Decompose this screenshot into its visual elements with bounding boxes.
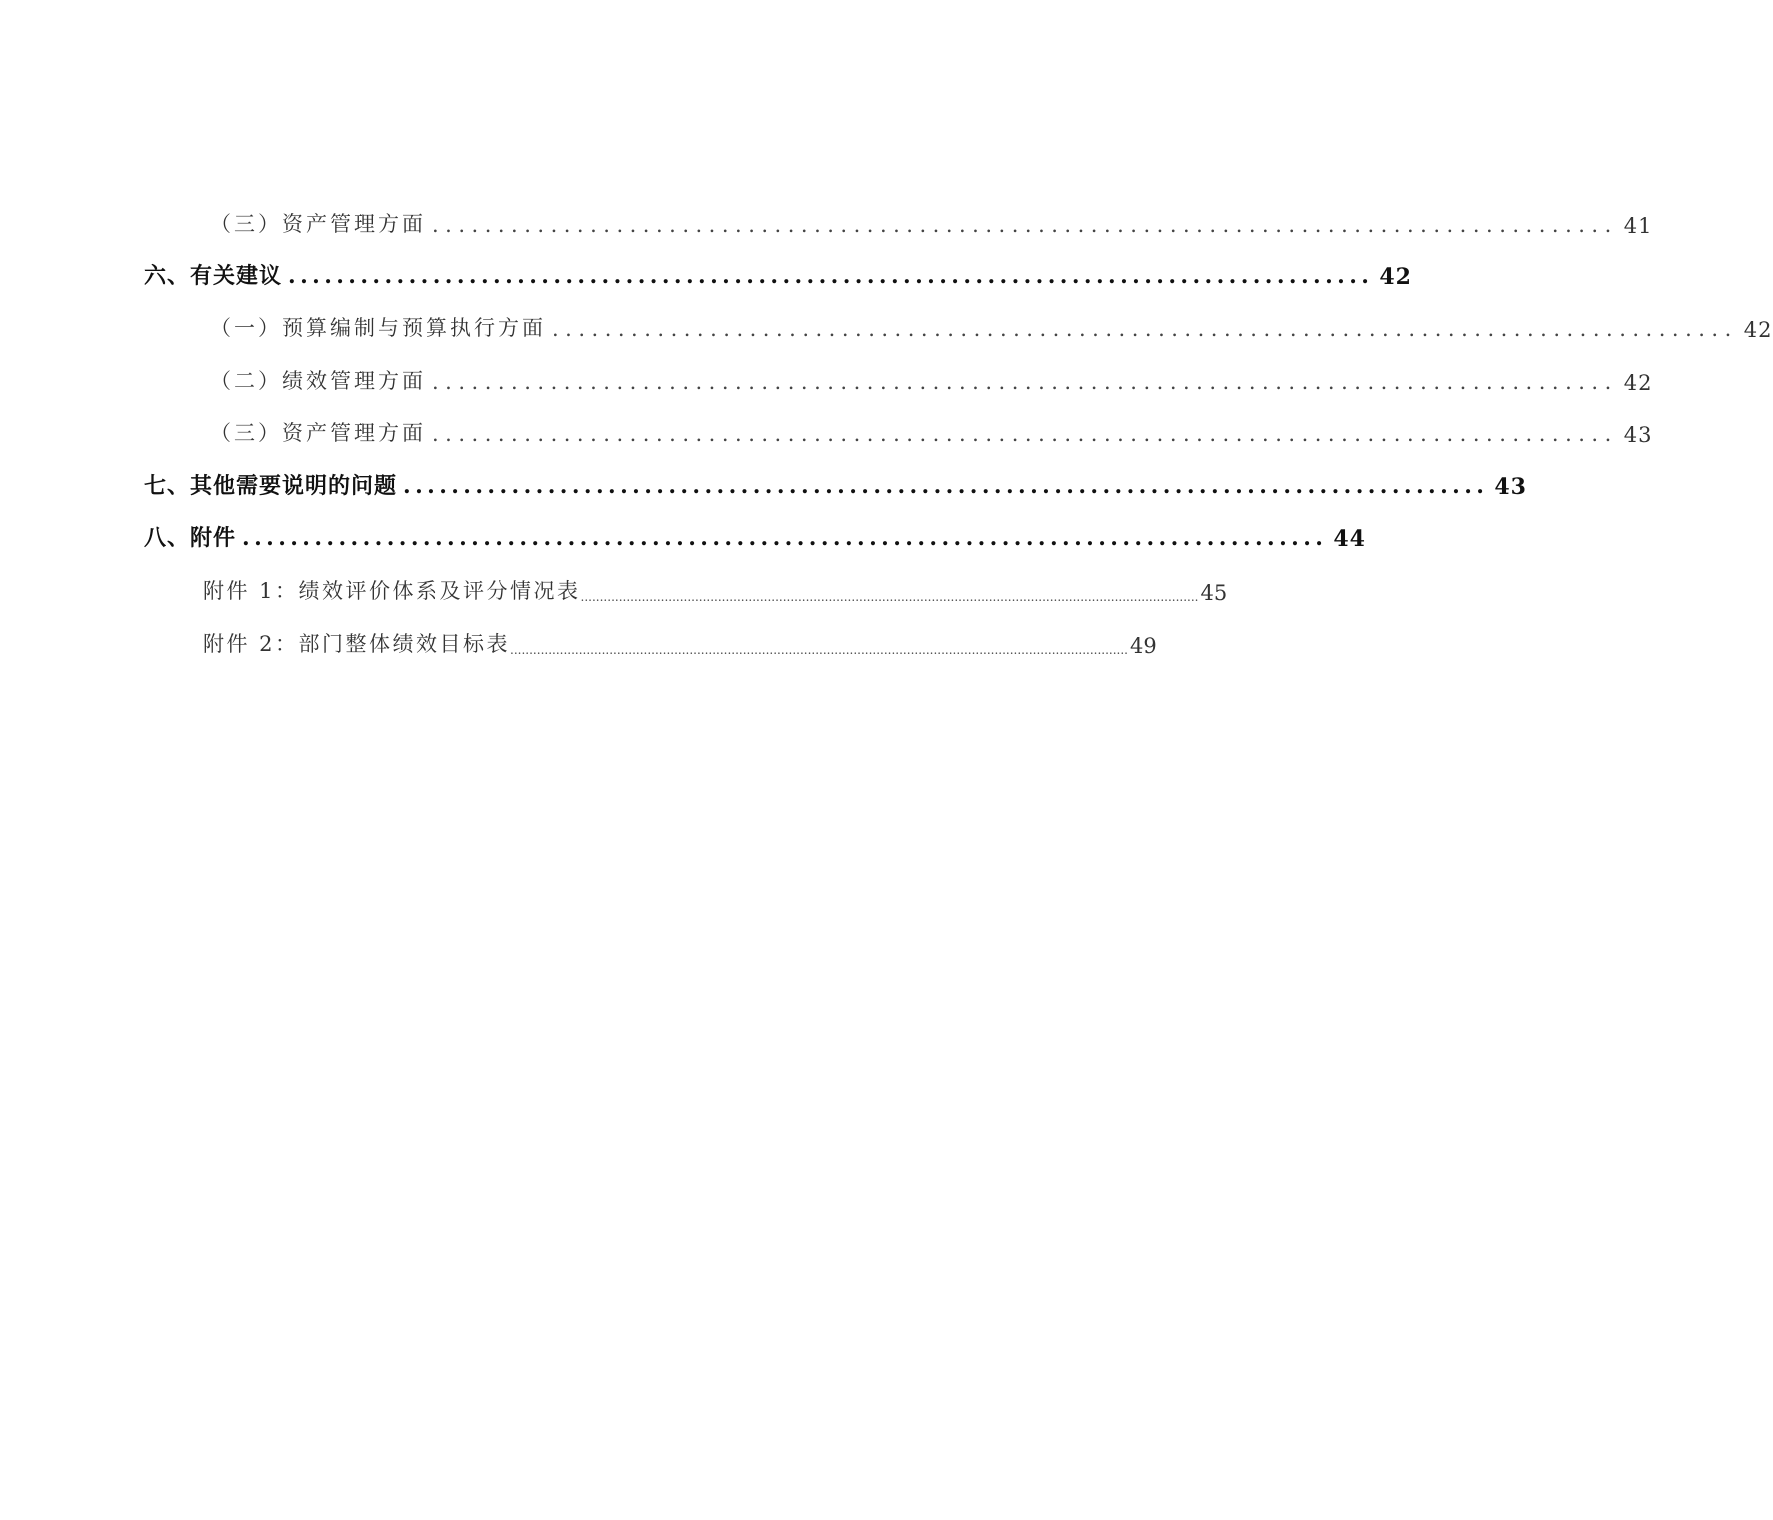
toc-entry-page: 42 bbox=[1623, 371, 1653, 395]
toc-entry-page: 45 bbox=[1200, 581, 1228, 605]
toc-dot-leader: .......................................................................................... bbox=[242, 524, 1328, 551]
toc-entry-title: （二）绩效管理方面 bbox=[210, 369, 426, 393]
toc-entry-title: （一）预算编制与预算执行方面 bbox=[210, 316, 546, 340]
toc-entry-title: （三）资产管理方面 bbox=[210, 421, 426, 445]
toc-entry-page: 43 bbox=[1623, 423, 1653, 447]
toc-entry-title: 附件 1：绩效评价体系及评分情况表 bbox=[203, 579, 581, 603]
toc-entry-asset-management-2[interactable] bbox=[0, 407, 1653, 447]
toc-entry-attachment-2[interactable] bbox=[0, 618, 1157, 658]
toc-dot-leader: .......................................................................................... bbox=[432, 369, 1618, 394]
toc-entry-title: （三）资产管理方面 bbox=[210, 212, 426, 236]
toc-dot-leader: .................................................................................................................................................................. bbox=[580, 590, 1199, 604]
toc-entry-title: 附件 2：部门整体绩效目标表 bbox=[203, 632, 511, 656]
toc-entry-page: 44 bbox=[1333, 526, 1366, 552]
toc-dot-leader: .................................................................................................................................................................. bbox=[510, 643, 1128, 657]
toc-dot-leader: .......................................................................................... bbox=[552, 316, 1738, 341]
toc-entry-title: 六、有关建议 bbox=[144, 263, 283, 289]
toc-entry-suggestions[interactable] bbox=[0, 250, 1412, 290]
toc-dot-leader: .......................................................................................... bbox=[403, 472, 1489, 499]
toc-entry-page: 41 bbox=[1623, 214, 1653, 238]
toc-entry-asset-management-1[interactable] bbox=[0, 198, 1653, 238]
toc-dot-leader: .......................................................................................... bbox=[432, 212, 1618, 237]
toc-entry-page: 42 bbox=[1379, 264, 1412, 290]
toc-entry-page: 49 bbox=[1130, 634, 1157, 658]
toc-entry-attachments[interactable] bbox=[0, 512, 1366, 552]
toc-entry-page: 42 bbox=[1743, 318, 1773, 342]
toc-dot-leader: .......................................................................................... bbox=[288, 262, 1374, 289]
toc-dot-leader: .......................................................................................... bbox=[432, 421, 1618, 446]
toc-entry-budget[interactable] bbox=[0, 302, 1773, 342]
toc-entry-other-issues[interactable] bbox=[0, 460, 1527, 500]
toc-entry-title: 八、附件 bbox=[144, 525, 237, 551]
toc-entry-performance[interactable] bbox=[0, 355, 1653, 395]
toc-entry-title: 七、其他需要说明的问题 bbox=[144, 473, 398, 499]
toc-entry-attachment-1[interactable] bbox=[0, 565, 1228, 605]
toc-entry-page: 43 bbox=[1494, 474, 1527, 500]
